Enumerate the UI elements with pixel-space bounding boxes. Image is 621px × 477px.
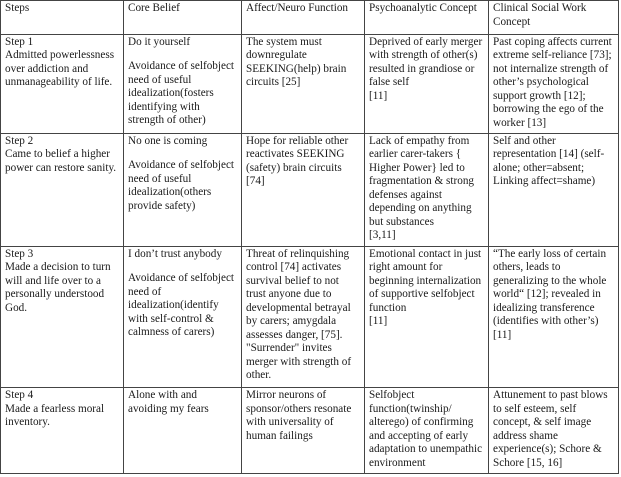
header-steps: Steps — [1, 1, 124, 35]
table-row — [1, 388, 619, 474]
header-psychoanalytic: Psychoanalytic Concept — [365, 1, 489, 35]
step-number: Step 1 — [5, 35, 34, 48]
core-belief-detail: Avoidance of selfobject need of useful idealization(others provide safety) — [128, 159, 235, 212]
step-text: Came to belief a higher power can restore sanity. — [5, 148, 117, 174]
psychoanalytic-cell — [365, 34, 489, 133]
steps-cell — [1, 246, 124, 388]
psychoanalytic-ref: [11] — [369, 89, 388, 102]
step-text: Made a fearless moral inventory. — [5, 402, 105, 429]
core-belief-cell — [124, 246, 242, 388]
psychoanalytic-text: Deprived of early merger with strength of other(s) resulted in grandiose or false self — [369, 35, 483, 89]
table-row — [1, 246, 619, 388]
psychoanalytic-text: Lack of empathy from earlier carer-takers { Higher Power} led to fragmentation & strong defenses against depending on anything but substances — [369, 134, 475, 228]
header-row — [1, 1, 619, 35]
core-belief-cell — [124, 388, 242, 474]
step-text: Made a decision to turn will and life over to a personally understood God. — [5, 261, 111, 314]
step-number: Step 2 — [5, 134, 34, 147]
clinical-cell: Past coping affects current extreme self-reliance [73]; not internalize strength of other’s psychological support growth [12]; borrowing the ego of the worker [13] — [489, 34, 619, 133]
header-affect-neuro: Affect/Neuro Function — [242, 1, 365, 35]
step-text: Admitted powerlessness over addiction and unmanageability of life. — [5, 49, 115, 89]
clinical-cell: Self and other representation [14] (self-alone; other=absent; Linking affect=shame) — [489, 133, 619, 246]
step-number: Step 3 — [5, 247, 34, 260]
core-belief-cell — [124, 34, 242, 133]
psychoanalytic-cell — [365, 246, 489, 388]
core-belief-main: No one is coming — [128, 134, 208, 147]
steps-cell — [1, 34, 124, 133]
psychoanalytic-cell — [365, 133, 489, 246]
psychoanalytic-text: Selfobject function(twinship/ alterego) of confirming and accepting of early adaptation to unempathic environment — [369, 389, 483, 469]
affect-cell: The system must downregulate SEEKING(help) brain circuits [25] — [242, 34, 365, 133]
psychoanalytic-cell — [365, 388, 489, 474]
core-belief-main: Do it yourself — [128, 35, 191, 48]
affect-cell: Threat of relinquishing control [74] activates survival belief to not trust anyone due to developmental betrayal by carers; amygdala assesses danger, [75]. "Surrender" invites merger with strength of other. — [242, 246, 365, 388]
steps-cell — [1, 388, 124, 474]
core-belief-main: Alone with and avoiding my fears — [128, 389, 209, 415]
affect-cell: Mirror neurons of sponsor/others resonate with universality of human failings — [242, 388, 365, 474]
header-core-belief: Core Belief — [124, 1, 242, 35]
table-row — [1, 34, 619, 133]
steps-cell — [1, 133, 124, 246]
psychoanalytic-ref: [11] — [369, 315, 388, 328]
core-belief-detail: Avoidance of selfobject need of useful idealization(fosters identifying with strength of other) — [128, 60, 235, 127]
psychoanalytic-text: Emotional contact in just right amount for beginning internalization of supportive selfobject function — [369, 247, 482, 314]
clinical-cell: “The early loss of certain others, leads to generalizing to the whole world“ [12]; revealed in idealizing transference (identifies with other’s) [11] — [489, 246, 619, 388]
table-row — [1, 133, 619, 246]
header-clinical-social-work: Clinical Social Work Concept — [489, 1, 619, 35]
psychoanalytic-ref: [3,11] — [369, 229, 396, 242]
core-belief-cell — [124, 133, 242, 246]
step-number: Step 4 — [5, 389, 34, 402]
core-belief-detail: Avoidance of selfobject need of idealization(identify with self-control & calmness of carers) — [128, 272, 235, 339]
clinical-cell: Attunement to past blows to self esteem, self concept, & self image address shame experience(s); Schore & Schore [15, 16] — [489, 388, 619, 474]
affect-cell: Hope for reliable other reactivates SEEKING (safety) brain circuits [74] — [242, 133, 365, 246]
core-belief-main: I don’t trust anybody — [128, 247, 222, 260]
